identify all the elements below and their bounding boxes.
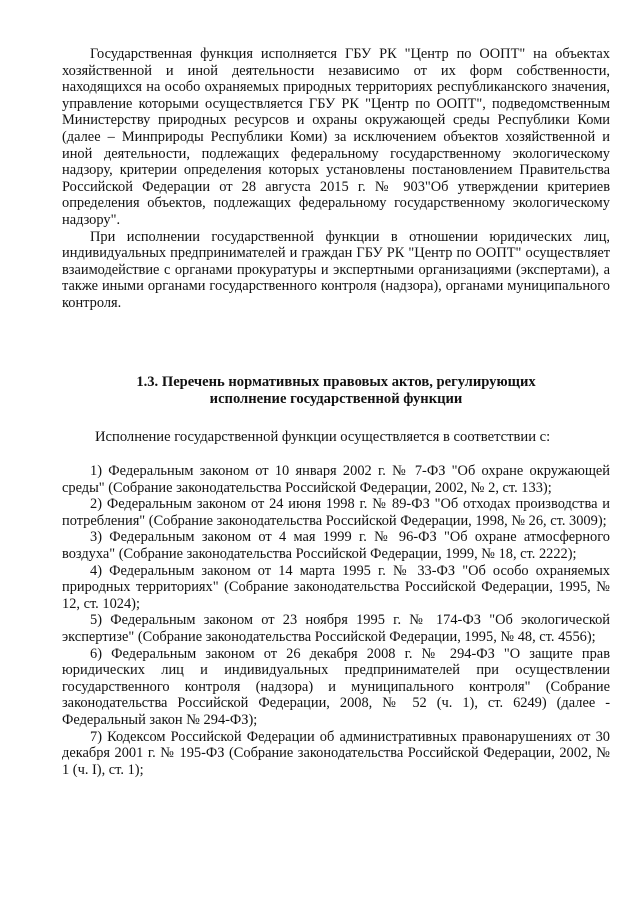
paragraph-interaction: При исполнении государственной функции в отношении юридических лиц, индивидуальных предпринимателей и граждан ГБУ РК "Центр по ООПТ" осуществляет взаимодействие с органами прокуратуры и экспертными организациями (экспертами), а также иными органами государственного контроля (надзора), органами муниципального контроля. xyxy=(62,228,610,311)
list-item: 3) Федеральным законом от 4 мая 1999 г. № 96-ФЗ "Об охране атмосферного воздуха" (Собрание законодательства Российской Федерации, 1999, № 18, ст. 2222); xyxy=(62,529,610,562)
top-text-block xyxy=(62,46,610,312)
legal-acts-list xyxy=(62,463,610,778)
paragraph-function-scope: Государственная функция исполняется ГБУ РК "Центр по ООПТ" на объектах хозяйственной и иной деятельности независимо от их форм собственности, находящихся на особо охраняемых природных территориях республиканского значения, управление которыми осуществляется ГБУ РК "Центр по ООПТ", подведомственным Министерству природных ресурсов и охраны окружающей среды Республики Коми (далее – Минприроды Республики Коми) за исключением объектов хозяйственной и иной деятельности, подлежащих федеральному государственному экологическому надзору, критерии определения которых установлены постановлением Правительства Российской Федерации от 28 августа 2015 г. № 903"Об утверждении критериев определения объектов, подлежащих федеральному государственному экологическому надзору". xyxy=(62,46,610,228)
section-heading-line-2: исполнение государственной функции xyxy=(209,391,463,407)
section-intro-text: Исполнение государственной функции осуществляется в соответствии с: xyxy=(95,429,551,445)
list-item: 4) Федеральным законом от 14 марта 1995 г. № 33-ФЗ "Об особо охраняемых природных территориях" (Собрание законодательства Российской Федерации, 1995, № 12, ст. 1024); xyxy=(62,562,610,612)
list-item: 7) Кодексом Российской Федерации об административных правонарушениях от 30 декабря 2001 г. № 195-ФЗ (Собрание законодательства Российской Федерации, 2002, № 1 (ч. I), ст. 1); xyxy=(62,728,610,778)
section-heading-line-1: 1.3. Перечень нормативных правовых актов, регулирующих xyxy=(136,374,536,390)
list-item: 2) Федеральным законом от 24 июня 1998 г. № 89-ФЗ "Об отходах производства и потребления" (Собрание законодательства Российской Федерации, 1998, № 26, ст. 3009); xyxy=(62,496,610,529)
list-item: 6) Федеральным законом от 26 декабря 2008 г. № 294-ФЗ "О защите прав юридических лиц и индивидуальных предпринимателей при осуществлении государственного контроля (надзора) и муниципального контроля" (Собрание законодательства Российской Федерации, 2008, № 52 (ч. 1), ст. 6249) (далее - Федеральный закон № 294-ФЗ); xyxy=(62,645,610,728)
list-item: 5) Федеральным законом от 23 ноября 1995 г. № 174-ФЗ "Об экологической экспертизе" (Собрание законодательства Российской Федерации, 1995, № 48, ст. 4556); xyxy=(62,612,610,645)
list-item: 1) Федеральным законом от 10 января 2002 г. № 7-ФЗ "Об охране окружающей среды" (Собрание законодательства Российской Федерации, 2002, № 2, ст. 133); xyxy=(62,463,610,496)
section-heading xyxy=(62,374,610,408)
section-intro xyxy=(62,429,610,446)
